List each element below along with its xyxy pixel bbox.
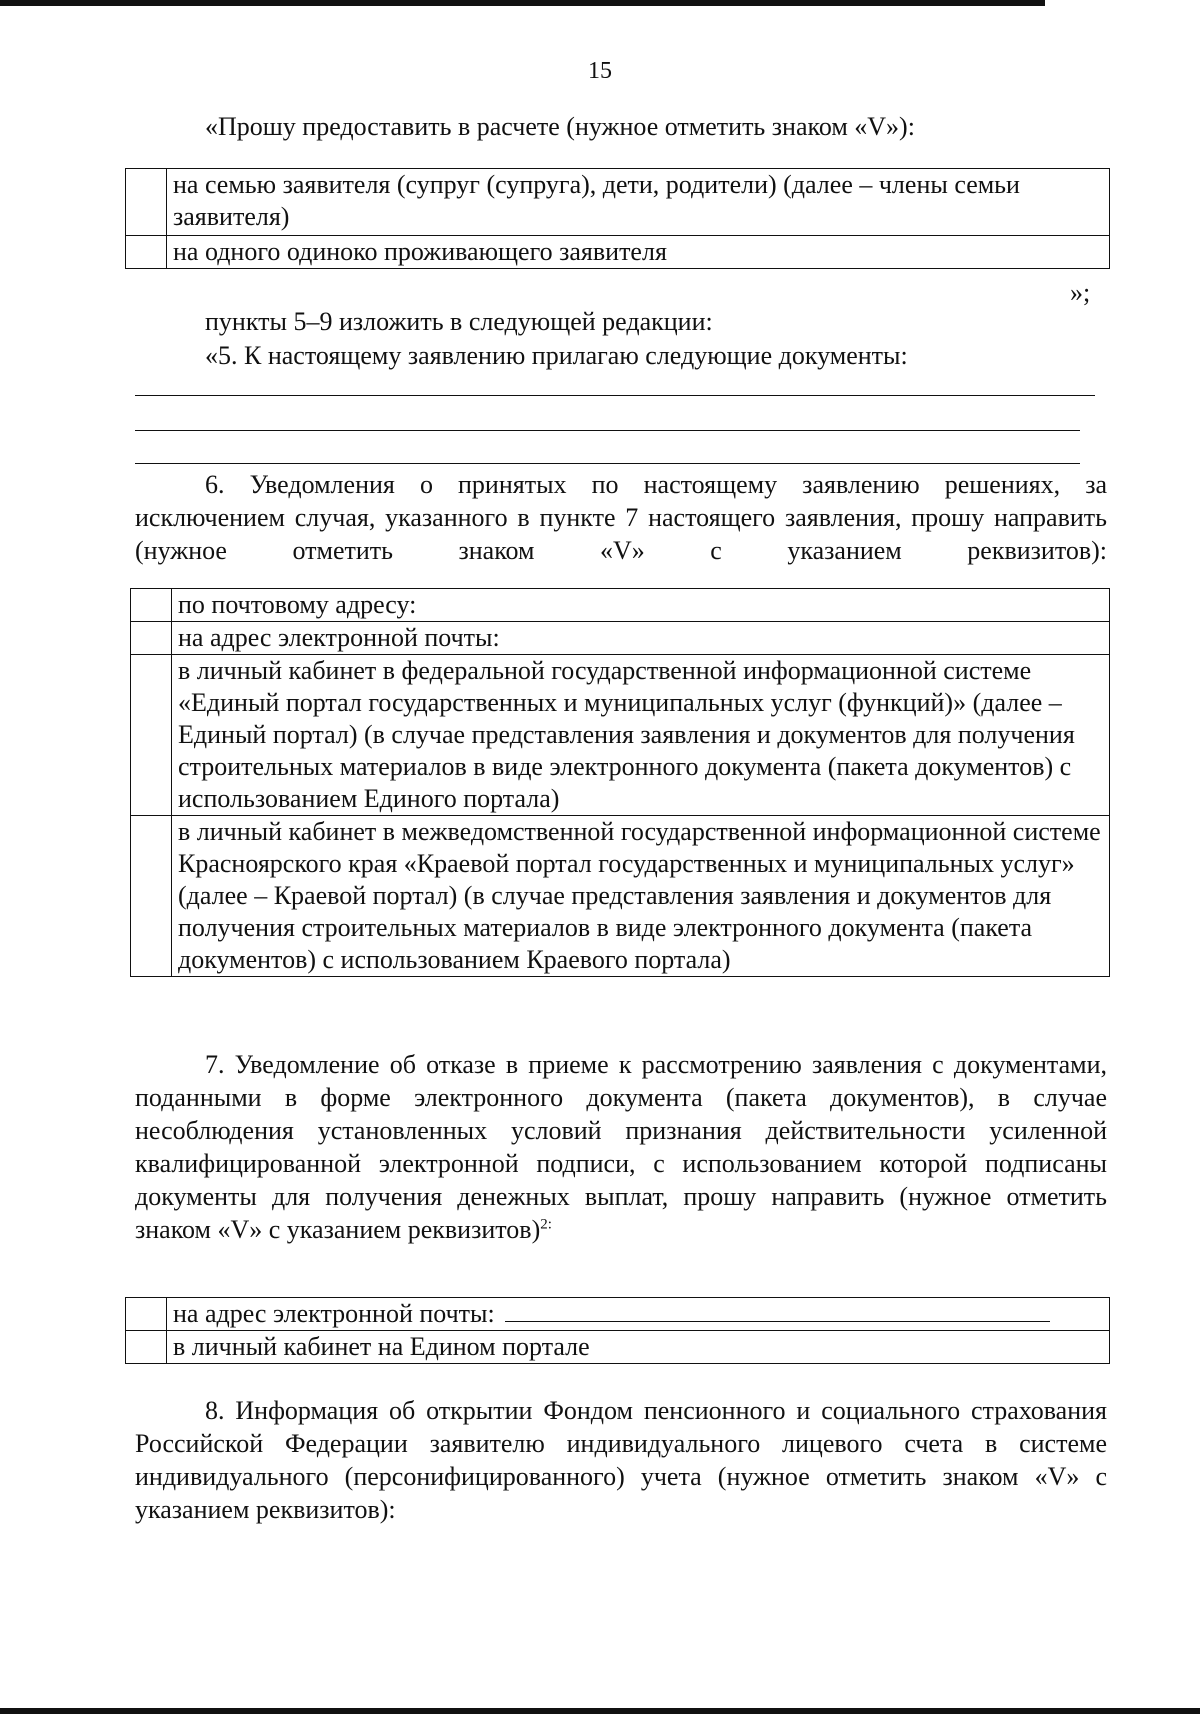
checkbox-section7-email[interactable]: [126, 1298, 167, 1331]
option-email: на адрес электронной почты:: [172, 622, 1110, 655]
option-unified-portal: в личный кабинет в федеральной государственной информационной системе «Единый портал государственных и муниципальных услуг (функций)» (далее – Единый портал) (в случае представления заявления и документов для получения строительных материалов в виде электронного документа (пакета документов) с использованием Единого портала): [172, 655, 1110, 816]
checkbox-family[interactable]: [126, 169, 167, 236]
scan-border-top: [0, 0, 1045, 6]
checkbox-single[interactable]: [126, 236, 167, 269]
table-row: [126, 236, 1110, 269]
checkbox-unified-portal[interactable]: [131, 655, 172, 816]
documents-line-1[interactable]: [135, 395, 1095, 396]
section1-options-table: [125, 168, 1110, 269]
section7-text: [135, 1048, 1107, 1246]
documents-line-2[interactable]: [135, 430, 1080, 431]
checkbox-postal[interactable]: [131, 589, 172, 622]
scan-border-bottom: [0, 1708, 1200, 1714]
table-row: [126, 1331, 1110, 1364]
documents-line-3[interactable]: [135, 463, 1080, 464]
table-row: [126, 1298, 1110, 1331]
section7-options-table: [125, 1297, 1110, 1364]
section6-text: 6. Уведомления о принятых по настоящему заявлению решениях, за исключением случая, указанного в пункте 7 настоящего заявления, прошу направить (нужное отметить знаком «V» с указанием реквизитов):: [135, 470, 1107, 565]
checkbox-email[interactable]: [131, 622, 172, 655]
page-number: 15: [588, 58, 612, 84]
table-row: [131, 622, 1110, 655]
checkbox-section7-portal[interactable]: [126, 1331, 167, 1364]
table-row: [126, 169, 1110, 236]
option-section7-email-label: на адрес электронной почты:: [173, 1299, 495, 1328]
amendment-line2: «5. К настоящему заявлению прилагаю следующие документы:: [205, 341, 908, 370]
section7-body: 7. Уведомление об отказе в приеме к рассмотрению заявления с документами, поданными в форме электронного документа (пакета документов), в случае несоблюдения установленных условий признания действительности усиленной квалифицированной электронной подписи, с использованием которой подписаны документы для получения денежных выплат, прошу направить (нужное отметить знаком «V» с указанием реквизитов): [135, 1050, 1107, 1244]
footnote-mark: 2:: [540, 1216, 552, 1233]
section1-closing: »;: [1070, 278, 1091, 307]
checkbox-regional-portal[interactable]: [131, 816, 172, 977]
section1-intro: «Прошу предоставить в расчете (нужное отметить знаком «V»):: [205, 112, 915, 141]
option-single: на одного одиноко проживающего заявителя: [167, 236, 1110, 269]
table-row: [131, 816, 1110, 977]
table-row: [131, 589, 1110, 622]
section8-text: 8. Информация об открытии Фондом пенсионного и социального страхования Российской Федерации заявителю индивидуального лицевого счета в системе индивидуального (персонифицированного) учета (нужное отметить знаком «V» с указанием реквизитов):: [135, 1396, 1107, 1524]
option-regional-portal: в личный кабинет в межведомственной государственной информационной системе Красноярского края «Краевой портал государственных и муниципальных услуг» (далее – Краевой портал) (в случае представления заявления и документов для получения строительных материалов в виде электронного документа (пакета документов) с использованием Краевого портала): [172, 816, 1110, 977]
option-section7-portal: в личный кабинет на Едином портале: [167, 1331, 1110, 1364]
option-section7-email: [167, 1298, 1110, 1331]
section6-options-table: [130, 588, 1110, 977]
option-postal: по почтовому адресу:: [172, 589, 1110, 622]
table-row: [131, 655, 1110, 816]
option-family: на семью заявителя (супруг (супруга), дети, родители) (далее – члены семьи заявителя): [167, 169, 1110, 236]
amendment-line1: пункты 5–9 изложить в следующей редакции:: [205, 307, 713, 336]
email-fill-line[interactable]: [505, 1299, 1050, 1322]
